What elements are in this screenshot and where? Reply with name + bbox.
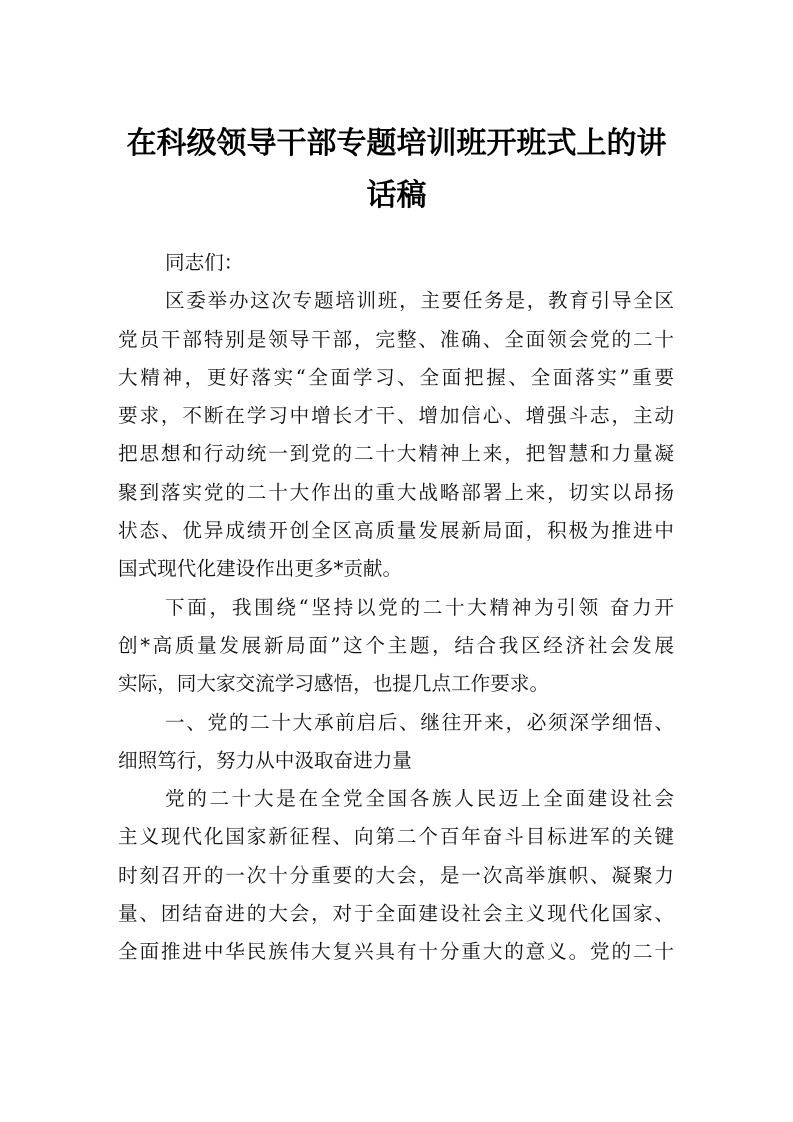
paragraph-line: 党的二十大是在全党全国各族人民迈上全面建设社会: [165, 787, 674, 811]
paragraph-line: 实际，同大家交流学习感悟，也提几点工作要求。: [118, 672, 550, 696]
paragraph-line: 时刻召开的一次十分重要的大会，是一次高举旗帜、凝聚力: [118, 863, 674, 887]
heading-line: 细照笃行，努力从中汲取奋进力量: [118, 748, 412, 772]
salutation-line: 同志们：: [165, 251, 244, 274]
paragraph-line: 区委举办这次专题培训班，主要任务是，教育引导全区: [165, 289, 674, 313]
paragraph-line: 创*高质量发展新局面”这个主题，结合我区经济社会发展: [118, 633, 674, 657]
paragraph-line: 全面推进中华民族伟大复兴具有十分重大的意义。党的二十: [118, 940, 674, 964]
paragraph-3: [118, 780, 674, 971]
heading-line: 一、党的二十大承前启后、继往开来，必须深学细悟、: [165, 710, 674, 734]
title-line-2: 话稿: [366, 178, 427, 213]
paragraph-line: 把思想和行动统一到党的二十大精神上来，把智慧和力量凝: [118, 442, 674, 466]
paragraph-2: [118, 589, 674, 704]
paragraph-line: 要求，不断在学习中增长才干、增加信心、增强斗志，主动: [118, 404, 674, 428]
paragraph-1: [118, 282, 674, 588]
paragraph-line: 状态、优异成绩开创全区高质量发展新局面，积极为推进中: [118, 519, 674, 543]
title-line-1: 在科级领导干部专题培训班开班式上的讲: [126, 126, 667, 161]
paragraph-line: 主义现代化国家新征程、向第二个百年奋斗目标进军的关键: [118, 825, 674, 849]
document-title: [100, 118, 693, 222]
paragraph-line: 量、团结奋进的大会，对于全面建设社会主义现代化国家、: [118, 902, 674, 926]
salutation: [118, 244, 674, 282]
paragraph-line: 党员干部特别是领导干部，完整、准确、全面领会党的二十: [118, 327, 674, 351]
paragraph-line: 下面，我围绕“坚持以党的二十大精神为引领 奋力开: [165, 595, 674, 619]
paragraph-line: 国式现代化建设作出更多*贡献。: [118, 557, 403, 581]
document-body: [118, 244, 674, 972]
paragraph-line: 聚到落实党的二十大作出的重大战略部署上来，切实以昂扬: [118, 480, 674, 504]
section-heading-1: [118, 704, 674, 781]
paragraph-line: 大精神，更好落实“全面学习、全面把握、全面落实”重要: [118, 365, 674, 389]
